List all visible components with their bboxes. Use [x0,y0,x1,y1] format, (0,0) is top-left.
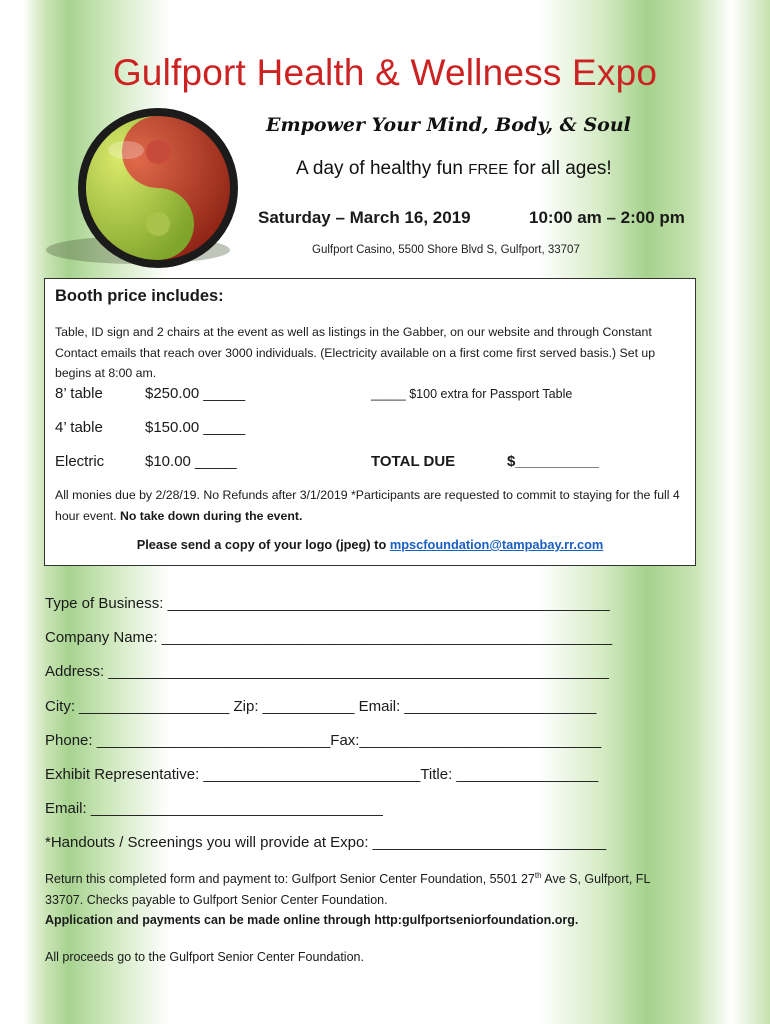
booth-description: Table, ID sign and 2 chairs at the event as well as listings in the Gabber, on our website and through Constant Contact emails that reach over 3000 individuals. (Electricity available on a first come first served basis.) Set up begins at 8:00 am. [55,325,656,380]
exhibit-representative-title-fields[interactable]: Exhibit Representative: __________________________Title: _________________ [45,766,599,783]
return-instructions: Return this completed form and payment to: Gulfport Senior Center Foundation, 5501 27th Ave S, Gulfport, FL 33707. Checks payable to Gulfport Senior Center Foundation. Application and payments can be made online through http:gulfportseniorfoundation.org. [45,871,650,928]
fun-line: A day of healthy fun FREE for all ages! [296,158,612,179]
foundation-email-link[interactable]: mpscfoundation@tampabay.rr.com [389,537,604,552]
logo-request: Please send a copy of your logo (jpeg) to mpscfoundation@tampabay.rr.com [136,537,604,552]
event-venue: Gulfport Casino, 5500 Shore Blvd S, Gulfport, 33707 [312,244,580,256]
row-electric-item: Electric [55,453,105,470]
event-date: Saturday – March 16, 2019 [258,208,471,227]
city-zip-email-fields[interactable]: City: __________________ Zip: ___________ Email: _______________________ [45,698,597,715]
payment-note: All monies due by 2/28/19. No Refunds after 3/1/2019 *Participants are requested to commit to staying for the full 4 hour event. No take down during the event. [55,488,680,523]
event-time: 10:00 am – 2:00 pm [529,208,685,227]
address-field[interactable]: Address: ____________________________________________________________ [45,663,609,680]
handouts-field[interactable]: *Handouts / Screenings you will provide at Expo: ____________________________ [45,834,607,851]
yin-yang-apple-image [38,100,248,270]
row-4ft-item: 4’ table [55,419,103,436]
row-4ft-price[interactable]: $150.00 _____ [145,419,246,436]
booth-heading: Booth price includes: [55,287,224,305]
tagline: Empower Your Mind, Body, & Soul [266,114,631,136]
row-electric-price[interactable]: $10.00 _____ [145,453,237,470]
total-due-field[interactable]: $__________ [507,453,599,470]
email-field[interactable]: Email: ___________________________________ [45,800,383,817]
type-of-business-field[interactable]: Type of Business: _____________________________________________________ [45,595,610,612]
company-name-field[interactable]: Company Name: ______________________________________________________ [45,629,613,646]
booth-price-box [44,278,696,566]
proceeds-note: All proceeds go to the Gulfport Senior Center Foundation. [45,950,364,964]
phone-fax-fields[interactable]: Phone: ____________________________Fax:_____________________________ [45,732,602,749]
online-payment-note: Application and payments can be made online through http:gulfportseniorfoundation.org. [45,913,579,928]
row-8ft-price[interactable]: $250.00 _____ [145,385,246,402]
total-due-label: TOTAL DUE [371,453,456,470]
expo-title: Gulfport Health & Wellness Expo [112,52,658,93]
passport-table-option[interactable]: _____ $100 extra for Passport Table [371,387,573,401]
row-8ft-item: 8’ table [55,385,103,402]
